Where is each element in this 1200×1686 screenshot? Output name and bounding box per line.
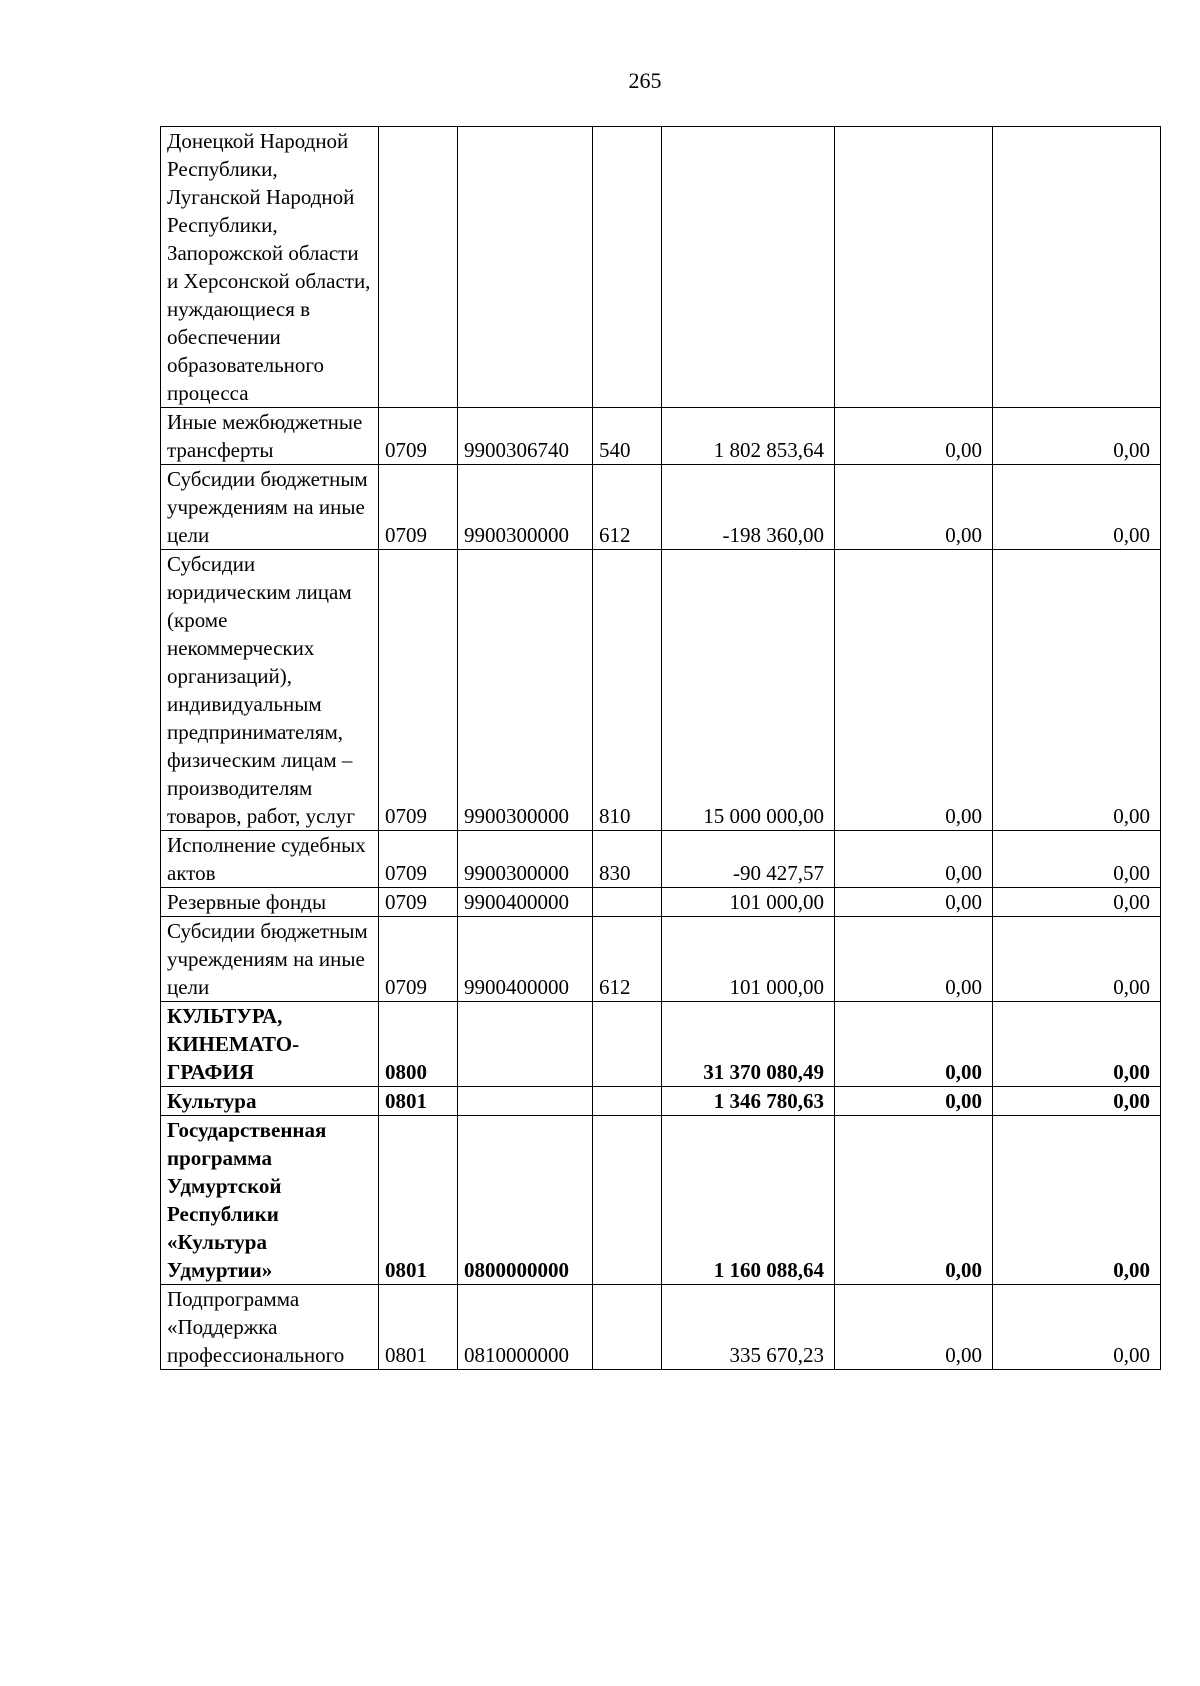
cell-name: Культура [161,1087,379,1116]
cell-amount-1: 101 000,00 [662,888,835,917]
cell-section-code: 0709 [379,408,458,465]
cell-name: Субсидии бюджетным учреждениям на иные цели [161,917,379,1002]
cell-section-code: 0801 [379,1087,458,1116]
cell-target-article: 0810000000 [458,1285,593,1370]
cell-amount-3: 0,00 [993,1116,1161,1285]
cell-amount-2: 0,00 [835,1116,993,1285]
cell-amount-1: 31 370 080,49 [662,1002,835,1087]
cell-amount-1: -198 360,00 [662,465,835,550]
table-body [161,127,1161,1370]
table-row [161,888,1161,917]
cell-target-article: 9900300000 [458,465,593,550]
budget-table [160,126,1161,1370]
table-row [161,465,1161,550]
cell-amount-1: 1 160 088,64 [662,1116,835,1285]
cell-amount-1: 1 802 853,64 [662,408,835,465]
cell-amount-1: 15 000 000,00 [662,550,835,831]
cell-expense-type [593,1087,662,1116]
cell-name: Исполнение судебных актов [161,831,379,888]
cell-section-code: 0801 [379,1116,458,1285]
cell-amount-2: 0,00 [835,550,993,831]
cell-amount-2: 0,00 [835,1087,993,1116]
cell-expense-type: 612 [593,465,662,550]
cell-name: КУЛЬТУРА, КИНЕМАТО-ГРАФИЯ [161,1002,379,1087]
cell-name: Подпрограмма «Поддержка профессионального [161,1285,379,1370]
cell-amount-3 [993,127,1161,408]
table-row [161,550,1161,831]
cell-amount-1: 101 000,00 [662,917,835,1002]
cell-expense-type: 810 [593,550,662,831]
cell-amount-3: 0,00 [993,465,1161,550]
cell-amount-3: 0,00 [993,1087,1161,1116]
table-row [161,127,1161,408]
cell-section-code: 0709 [379,917,458,1002]
cell-expense-type [593,1002,662,1087]
cell-expense-type [593,1285,662,1370]
cell-target-article [458,127,593,408]
cell-section-code: 0709 [379,888,458,917]
cell-amount-3: 0,00 [993,550,1161,831]
cell-section-code [379,127,458,408]
table-row [161,1002,1161,1087]
cell-amount-2: 0,00 [835,465,993,550]
cell-name: Донецкой Народной Республики, Луганской Народной Республики, Запорожской области и Херсонской области, нуждающиеся в обеспечении образовательного процесса [161,127,379,408]
cell-amount-3: 0,00 [993,1002,1161,1087]
table-row [161,917,1161,1002]
cell-name: Государственная программа Удмуртской Республики «Культура Удмуртии» [161,1116,379,1285]
cell-section-code: 0801 [379,1285,458,1370]
table-row [161,831,1161,888]
cell-amount-2: 0,00 [835,408,993,465]
cell-amount-2: 0,00 [835,917,993,1002]
cell-amount-2: 0,00 [835,1002,993,1087]
cell-expense-type [593,127,662,408]
cell-amount-3: 0,00 [993,831,1161,888]
cell-amount-1: -90 427,57 [662,831,835,888]
cell-target-article: 9900300000 [458,550,593,831]
cell-target-article: 9900300000 [458,831,593,888]
page-number: 265 [628,68,662,93]
cell-amount-2: 0,00 [835,1285,993,1370]
cell-amount-3: 0,00 [993,917,1161,1002]
cell-expense-type: 830 [593,831,662,888]
cell-target-article: 0800000000 [458,1116,593,1285]
cell-amount-2: 0,00 [835,888,993,917]
table-row [161,1116,1161,1285]
cell-target-article: 9900400000 [458,917,593,1002]
cell-name: Субсидии юридическим лицам (кроме некоммерческих организаций), индивидуальным предпринимателям, физическим лицам – производителям товаров, работ, услуг [161,550,379,831]
cell-amount-1: 335 670,23 [662,1285,835,1370]
table-row [161,408,1161,465]
cell-expense-type [593,1116,662,1285]
table-row [161,1285,1161,1370]
cell-expense-type: 540 [593,408,662,465]
cell-name: Субсидии бюджетным учреждениям на иные цели [161,465,379,550]
cell-name: Иные межбюджетные трансферты [161,408,379,465]
cell-expense-type: 612 [593,917,662,1002]
cell-name: Резервные фонды [161,888,379,917]
cell-amount-3: 0,00 [993,888,1161,917]
cell-target-article [458,1087,593,1116]
cell-section-code: 0709 [379,550,458,831]
table-row [161,1087,1161,1116]
cell-amount-3: 0,00 [993,1285,1161,1370]
cell-amount-2 [835,127,993,408]
cell-target-article [458,1002,593,1087]
cell-expense-type [593,888,662,917]
cell-target-article: 9900400000 [458,888,593,917]
cell-section-code: 0709 [379,465,458,550]
cell-section-code: 0709 [379,831,458,888]
cell-target-article: 9900306740 [458,408,593,465]
cell-section-code: 0800 [379,1002,458,1087]
cell-amount-2: 0,00 [835,831,993,888]
cell-amount-3: 0,00 [993,408,1161,465]
cell-amount-1: 1 346 780,63 [662,1087,835,1116]
cell-amount-1 [662,127,835,408]
